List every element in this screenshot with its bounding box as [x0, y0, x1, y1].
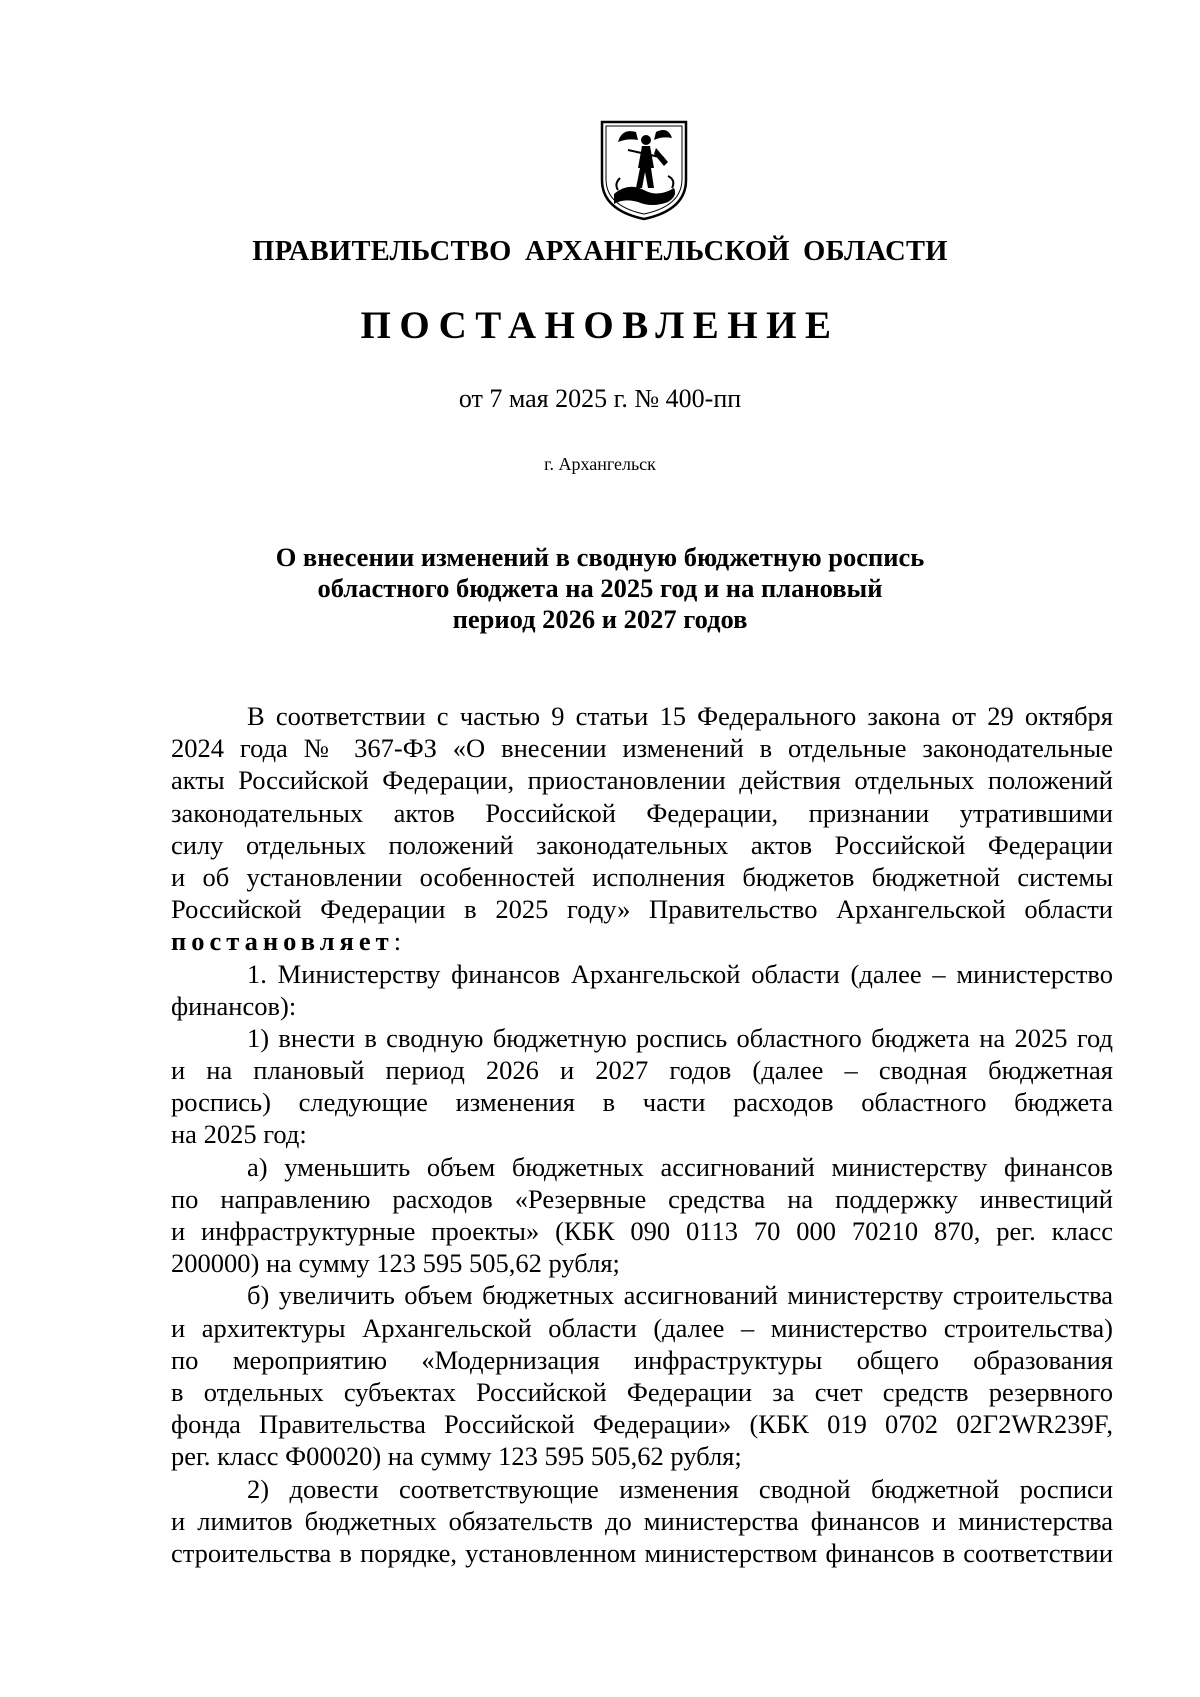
- body-line: силу отдельных положений законодательных актов Российской Федерации: [171, 829, 1113, 860]
- body-line: 2) довести соответствующие изменения сводной бюджетной росписи: [247, 1473, 1113, 1504]
- body-line: финансов):: [171, 990, 297, 1021]
- decree-title: [0, 542, 1200, 635]
- resolution-line: [171, 925, 1113, 957]
- body-line: строительства в порядке, установленном министерством финансов в соответствии: [171, 1537, 1113, 1568]
- body-line: рег. класс Ф00020) на сумму 123 595 505,62 рубля;: [171, 1441, 742, 1472]
- body-line: роспись) следующие изменения в части расходов областного бюджета: [171, 1087, 1113, 1118]
- decree-date-number: от 7 мая 2025 г. № 400-пп: [458, 384, 742, 413]
- body-line: и лимитов бюджетных обязательств до министерства финансов и министерства: [171, 1505, 1113, 1536]
- document-type: ПОСТАНОВЛЕНИЕ: [360, 304, 840, 347]
- body-line: фонда Правительства Российской Федерации» (КБК 019 0702 02Г2WR239F,: [171, 1409, 1113, 1440]
- title-line: областного бюджета на 2025 год и на плановый: [317, 573, 883, 603]
- body-line: и об установлении особенностей исполнения бюджетов бюджетной системы: [171, 861, 1113, 892]
- body-line: б) увеличить объем бюджетных ассигнований министерству строительства: [247, 1280, 1113, 1311]
- title-line: О внесении изменений в сводную бюджетную роспись: [275, 542, 925, 572]
- body-line: 200000) на сумму 123 595 505,62 рубля;: [171, 1248, 620, 1279]
- body-line: В соответствии с частью 9 статьи 15 Федерального закона от 29 октября: [247, 701, 1113, 731]
- body-line: в отдельных субъектах Российской Федерации за счет средств резервного: [171, 1376, 1113, 1407]
- body-line: по направлению расходов «Резервные средства на поддержку инвестиций: [171, 1183, 1113, 1214]
- body-line: а) уменьшить объем бюджетных ассигнований министерству финансов: [247, 1151, 1113, 1182]
- body-line: и на плановый период 2026 и 2027 годов (далее – сводная бюджетная: [171, 1055, 1113, 1086]
- title-line: период 2026 и 2027 годов: [452, 604, 748, 634]
- body-line: 1) внести в сводную бюджетную роспись областного бюджета на 2025 год: [247, 1022, 1113, 1053]
- resolves-colon: :: [393, 926, 402, 957]
- decree-body: [171, 700, 1113, 1569]
- body-line: 1. Министерству финансов Архангельской области (далее – министерство: [247, 958, 1113, 989]
- resolves-word: постановляет: [171, 926, 394, 957]
- body-line: на 2025 год:: [171, 1119, 307, 1150]
- body-line: 2024 года № 367-ФЗ «О внесении изменений в отдельные законодательные: [171, 733, 1113, 764]
- coat-of-arms-icon: [598, 118, 690, 222]
- body-line: акты Российской Федерации, приостановлении действия отдельных положений: [171, 765, 1113, 796]
- body-line: Российской Федерации в 2025 году» Правительство Архангельской области: [171, 894, 1113, 925]
- body-line: и архитектуры Архангельской области (далее – министерство строительства): [171, 1312, 1113, 1343]
- body-line: и инфраструктурные проекты» (КБК 090 0113 70 000 70210 870, рег. класс: [171, 1216, 1113, 1246]
- body-line: законодательных актов Российской Федерации, признании утратившими: [171, 797, 1113, 828]
- issue-city: г. Архангельск: [544, 454, 656, 474]
- body-line: по мероприятию «Модернизация инфраструктуры общего образования: [171, 1344, 1113, 1375]
- government-name: ПРАВИТЕЛЬСТВО АРХАНГЕЛЬСКОЙ ОБЛАСТИ: [252, 236, 948, 267]
